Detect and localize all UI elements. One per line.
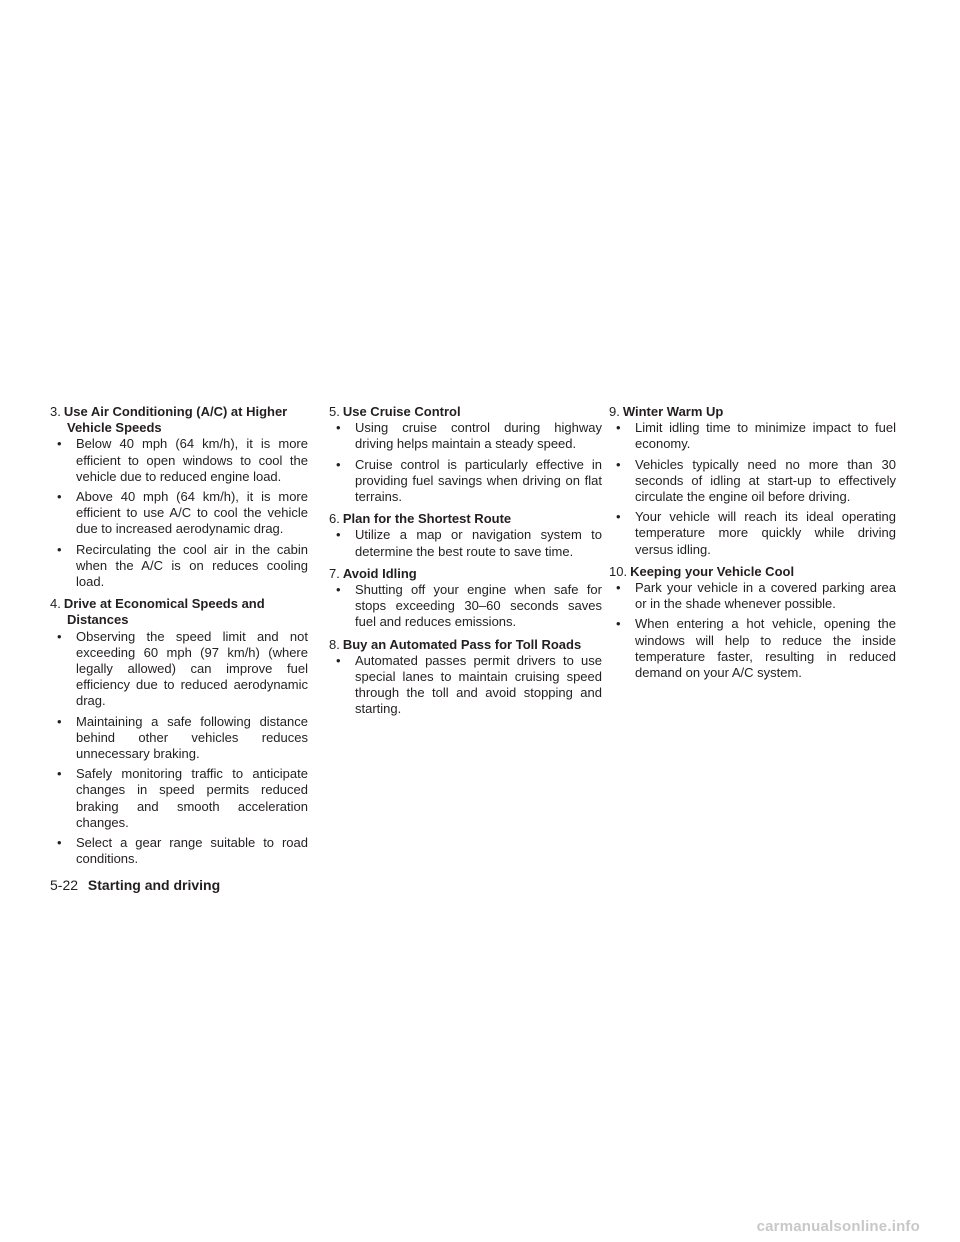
bullet-item: [616, 509, 896, 558]
bullet-icon: •: [57, 835, 62, 851]
tip-title: Drive at Economical Speeds and Distances: [63, 596, 265, 628]
bullet-icon: •: [57, 436, 62, 452]
tip-number: 10.: [609, 563, 628, 579]
bullet-text: Shutting off your engine when safe for stops exceeding 30–60 seconds saves fuel and reduces emissions.: [355, 582, 602, 630]
bullet-item: [336, 582, 602, 631]
bullet-list: [609, 420, 896, 558]
bullet-list: [50, 629, 308, 868]
bullet-icon: •: [616, 509, 621, 525]
tip-title: Buy an Automated Pass for Toll Roads: [342, 636, 582, 652]
tip-number: 4.: [50, 596, 61, 612]
tip-item: [50, 596, 308, 867]
bullet-item: [336, 457, 602, 506]
bullet-icon: •: [616, 580, 621, 596]
bullet-text: Below 40 mph (64 km/h), it is more efficient to open windows to cool the vehicle due to reduced engine load.: [76, 436, 308, 484]
tip-heading: [329, 404, 602, 420]
tip-heading: [329, 637, 602, 653]
bullet-text: Observing the speed limit and not exceeding 60 mph (97 km/h) (where legally allowed) can improve fuel efficiency due to reduced aerodynamic drag.: [76, 628, 308, 709]
column-1: [50, 404, 308, 873]
bullet-list: [329, 582, 602, 631]
bullet-item: [57, 542, 308, 591]
bullet-text: Using cruise control during highway driving helps maintain a steady speed.: [355, 420, 602, 452]
bullet-text: Above 40 mph (64 km/h), it is more efficient to use A/C to cool the vehicle due to increased aerodynamic drag.: [76, 489, 308, 537]
bullet-item: [57, 489, 308, 538]
bullet-item: [57, 766, 308, 831]
bullet-text: Automated passes permit drivers to use special lanes to maintain cruising speed through the toll and avoid stopping and starting.: [355, 652, 602, 717]
bullet-text: Utilize a map or navigation system to determine the best route to save time.: [355, 527, 602, 559]
bullet-icon: •: [57, 766, 62, 782]
bullet-text: Select a gear range suitable to road conditions.: [76, 835, 308, 867]
page-footer: [50, 877, 220, 893]
tip-item: [329, 637, 602, 718]
tip-heading: [329, 511, 602, 527]
tip-heading: [50, 596, 308, 628]
tip-number: 8.: [329, 636, 340, 652]
bullet-text: Limit idling time to minimize impact to fuel economy.: [635, 420, 896, 452]
bullet-icon: •: [57, 489, 62, 505]
bullet-text: Cruise control is particularly effective in providing fuel savings when driving on flat terrains.: [355, 456, 602, 505]
tip-title: Winter Warm Up: [622, 404, 724, 419]
bullet-text: When entering a hot vehicle, opening the windows will help to reduce the inside temperature faster, resulting in reduced demand on your A/C system.: [635, 616, 896, 681]
tip-title: Use Air Conditioning (A/C) at Higher Vehicle Speeds: [63, 404, 288, 436]
tip-number: 5.: [329, 404, 340, 419]
bullet-item: [57, 714, 308, 763]
tip-item: [329, 566, 602, 631]
bullet-text: Maintaining a safe following distance behind other vehicles reduces unnecessary braking.: [76, 713, 308, 762]
bullet-icon: •: [336, 652, 341, 668]
bullet-text: Safely monitoring traffic to anticipate changes in speed permits reduced braking and smooth acceleration changes.: [76, 766, 308, 830]
bullet-item: [616, 616, 896, 681]
bullet-text: Your vehicle will reach its ideal operating temperature more quickly while driving versus idling.: [635, 509, 896, 557]
bullet-text: Recirculating the cool air in the cabin when the A/C is on reduces cooling load.: [76, 541, 308, 590]
bullet-item: [336, 653, 602, 718]
bullet-text: Vehicles typically need no more than 30 seconds of idling at start-up to effectively circulate the engine oil before driving.: [635, 456, 896, 505]
page-number: 5-22: [50, 877, 79, 893]
bullet-item: [616, 580, 896, 612]
bullet-icon: •: [57, 713, 62, 729]
bullet-list: [50, 436, 308, 590]
column-3: [609, 404, 896, 687]
bullet-icon: •: [336, 420, 341, 436]
tip-item: [609, 564, 896, 681]
tip-title: Avoid Idling: [342, 565, 417, 581]
tip-number: 7.: [329, 565, 340, 581]
bullet-list: [609, 580, 896, 681]
tip-item: [329, 511, 602, 560]
tip-item: [329, 404, 602, 505]
tip-title: Use Cruise Control: [342, 404, 461, 419]
bullet-item: [616, 457, 896, 506]
bullet-text: Park your vehicle in a covered parking area or in the shade whenever possible.: [635, 580, 896, 612]
tip-heading: [609, 564, 896, 580]
tip-number: 6.: [329, 511, 340, 527]
bullet-item: [57, 436, 308, 485]
bullet-list: [329, 420, 602, 505]
bullet-icon: •: [616, 456, 621, 472]
watermark[interactable]: carmanualsonline.info: [756, 1218, 920, 1235]
bullet-item: [616, 420, 896, 452]
bullet-icon: •: [57, 541, 62, 557]
tip-title: Keeping your Vehicle Cool: [630, 563, 795, 579]
bullet-icon: •: [616, 616, 621, 632]
section-title: Starting and driving: [87, 877, 221, 893]
bullet-icon: •: [336, 456, 341, 472]
bullet-icon: •: [336, 527, 341, 543]
bullet-item: [336, 420, 602, 452]
bullet-icon: •: [336, 582, 341, 598]
tip-number: 9.: [609, 404, 620, 419]
bullet-item: [57, 629, 308, 710]
tip-heading: [50, 404, 308, 436]
tip-number: 3.: [50, 404, 61, 419]
bullet-list: [329, 653, 602, 718]
bullet-list: [329, 527, 602, 559]
bullet-item: [57, 835, 308, 867]
tip-heading: [329, 566, 602, 582]
tip-item: [609, 404, 896, 558]
bullet-item: [336, 527, 602, 559]
tip-heading: [609, 404, 896, 420]
tip-title: Plan for the Shortest Route: [342, 511, 512, 527]
bullet-icon: •: [57, 628, 62, 644]
tip-item: [50, 404, 308, 590]
bullet-icon: •: [616, 420, 621, 436]
column-2: [329, 404, 602, 724]
